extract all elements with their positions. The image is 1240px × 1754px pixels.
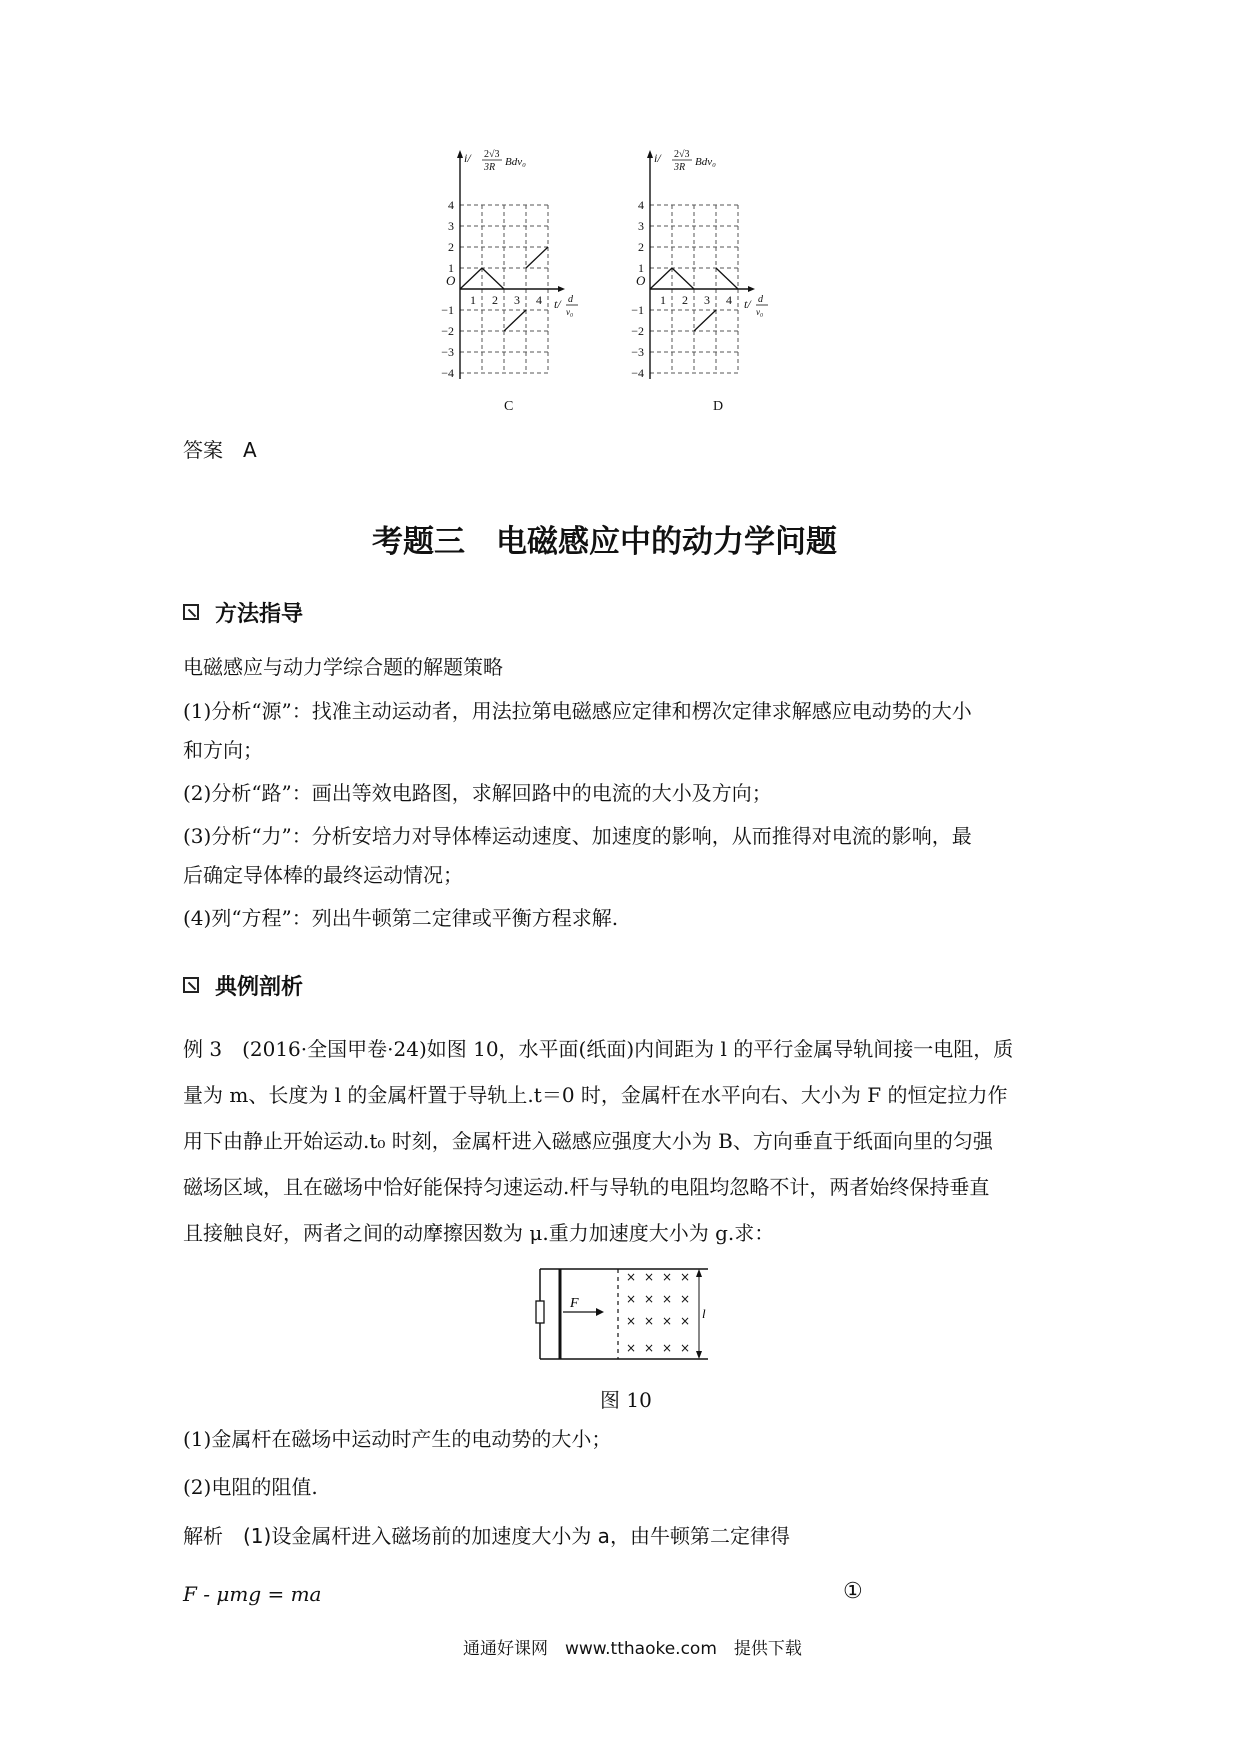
y-axis-label: i/ [654,151,661,165]
svg-text:×: × [662,1292,673,1306]
svg-text:×: × [680,1270,691,1284]
y-tick-label: −2 [631,324,644,338]
y-unit-num: 2√3 [484,149,500,160]
y-unit-den: 3R [484,162,496,173]
x-axis-label: t/ [554,297,561,311]
method-item-4: (4)列“方程”：列出牛顿第二定律或平衡方程求解. [183,906,619,930]
method-item-3: (3)分析“力”：分析安培力对导体棒运动速度、加速度的影响，从而推得对电流的影响，最 [183,824,972,848]
data-segment [716,268,738,289]
x-axis-label: t/ [744,297,751,311]
x-tick-label: 4 [726,293,732,307]
example-line-1: 例 3 (2016·全国甲卷·24)如图 10，水平面(纸面)内间距为 l 的平行金属导轨间接一电阻，质 [183,1037,1014,1061]
method-subtitle: 电磁感应与动力学综合题的解题策略 [183,655,503,679]
y-unit-num: 2√3 [674,149,690,160]
solution-equation: F - μmg = ma [183,1582,322,1606]
example-line-2: 量为 m、长度为 l 的金属杆置于导轨上.t＝0 时，金属杆在水平向右、大小为 F 的恒定拉力作 [183,1083,1008,1107]
method-heading: 方法指导 [215,602,304,627]
method-item-2: (2)分析“路”：画出等效电路图，求解回路中的电流的大小及方向； [183,781,772,805]
example-line-4: 磁场区域，且在磁场中恰好能保持匀速运动.杆与导轨的电阻均忽略不计，两者始终保持垂直 [183,1175,990,1199]
figure-10 [528,1264,718,1369]
x-unit-num: d [758,294,763,305]
answer-line: 答案 A [183,438,257,462]
svg-text:×: × [680,1314,691,1328]
checkbox-icon [183,604,199,620]
method-item-1b: 和方向； [183,738,263,762]
field-crosses [626,1270,690,1355]
y-tick-label: −3 [631,345,644,359]
checkbox-icon [183,977,199,993]
y-axis-label: i/ [464,151,471,165]
svg-text:×: × [680,1341,691,1355]
y-tick-label: −2 [441,324,454,338]
question-1: (1)金属杆在磁场中运动时产生的电动势的大小； [183,1427,612,1451]
origin-label: O [636,273,646,288]
x-tick-label: 2 [682,293,688,307]
y-tick-label: 2 [448,240,454,254]
svg-text:×: × [644,1292,655,1306]
x-unit-den: v₀ [756,307,764,317]
example-heading: 典例剖析 [215,975,304,1000]
svg-text:×: × [644,1314,655,1328]
data-segment [650,268,672,289]
x-tick-label: 3 [704,293,710,307]
svg-text:×: × [626,1341,637,1355]
origin-label: O [446,273,456,288]
svg-text:×: × [662,1270,673,1284]
data-segment [694,310,716,331]
svg-text:×: × [644,1341,655,1355]
x-axis-arrow [558,286,565,292]
svg-text:×: × [680,1292,691,1306]
svg-text:×: × [644,1270,655,1284]
force-label: F [570,1296,579,1311]
y-tick-label: 4 [448,198,454,212]
method-item-3b: 后确定导体棒的最终运动情况； [183,863,463,887]
y-unit-tail: Bdv₀ [505,156,526,168]
data-segment [672,268,694,289]
y-axis-arrow [457,150,463,158]
y-unit-den: 3R [674,162,686,173]
y-tick-label: 4 [638,198,644,212]
y-tick-label: 3 [638,219,644,233]
svg-text:×: × [626,1292,637,1306]
footer-text: 通通好课网 www.tthaoke.com 提供下载 [463,1639,802,1659]
data-segment [504,310,526,331]
data-segment [482,268,504,289]
x-unit-num: d [568,294,573,305]
equation-number: ① [843,1579,863,1604]
graph-c [420,149,574,415]
width-label: l [702,1306,706,1321]
y-axis-arrow [647,150,653,158]
data-segment [460,268,482,289]
y-unit-tail: Bdv₀ [695,156,716,168]
svg-text:×: × [662,1314,673,1328]
x-tick-label: 3 [514,293,520,307]
svg-text:×: × [662,1341,673,1355]
svg-text:×: × [626,1270,637,1284]
y-tick-label: 2 [638,240,644,254]
y-tick-label: −4 [631,366,644,380]
method-item-1: (1)分析“源”：找准主动运动者，用法拉第电磁感应定律和楞次定律求解感应电动势的大小 [183,699,972,723]
y-tick-label: 1 [638,261,644,275]
graph-d [610,149,764,415]
example-line-5: 且接触良好，两者之间的动摩擦因数为 μ.重力加速度大小为 g.求： [183,1221,775,1245]
y-tick-label: 3 [448,219,454,233]
data-segment [526,247,548,268]
force-arrowhead [596,1308,604,1316]
x-tick-label: 1 [470,293,476,307]
x-unit-den: v₀ [566,307,574,317]
solution-line-1: 解析 (1)设金属杆进入磁场前的加速度大小为 a，由牛顿第二定律得 [183,1524,790,1548]
example-line-3: 用下由静止开始运动.t₀ 时刻，金属杆进入磁感应强度大小为 B、方向垂直于纸面向里的匀强 [183,1129,993,1153]
svg-text:×: × [626,1314,637,1328]
figure-10-caption: 图 10 [600,1388,652,1412]
graph-c-caption: C [504,399,514,414]
y-tick-label: 1 [448,261,454,275]
x-tick-label: 4 [536,293,542,307]
x-tick-label: 2 [492,293,498,307]
y-tick-label: −3 [441,345,454,359]
resistor [536,1301,544,1323]
x-axis-arrow [748,286,755,292]
x-tick-label: 1 [660,293,666,307]
y-tick-label: −1 [441,303,454,317]
question-2: (2)电阻的阻值. [183,1475,318,1499]
y-tick-label: −4 [441,366,454,380]
section-title: 考题三 电磁感应中的动力学问题 [372,524,837,560]
y-tick-label: −1 [631,303,644,317]
graph-d-caption: D [713,399,724,414]
